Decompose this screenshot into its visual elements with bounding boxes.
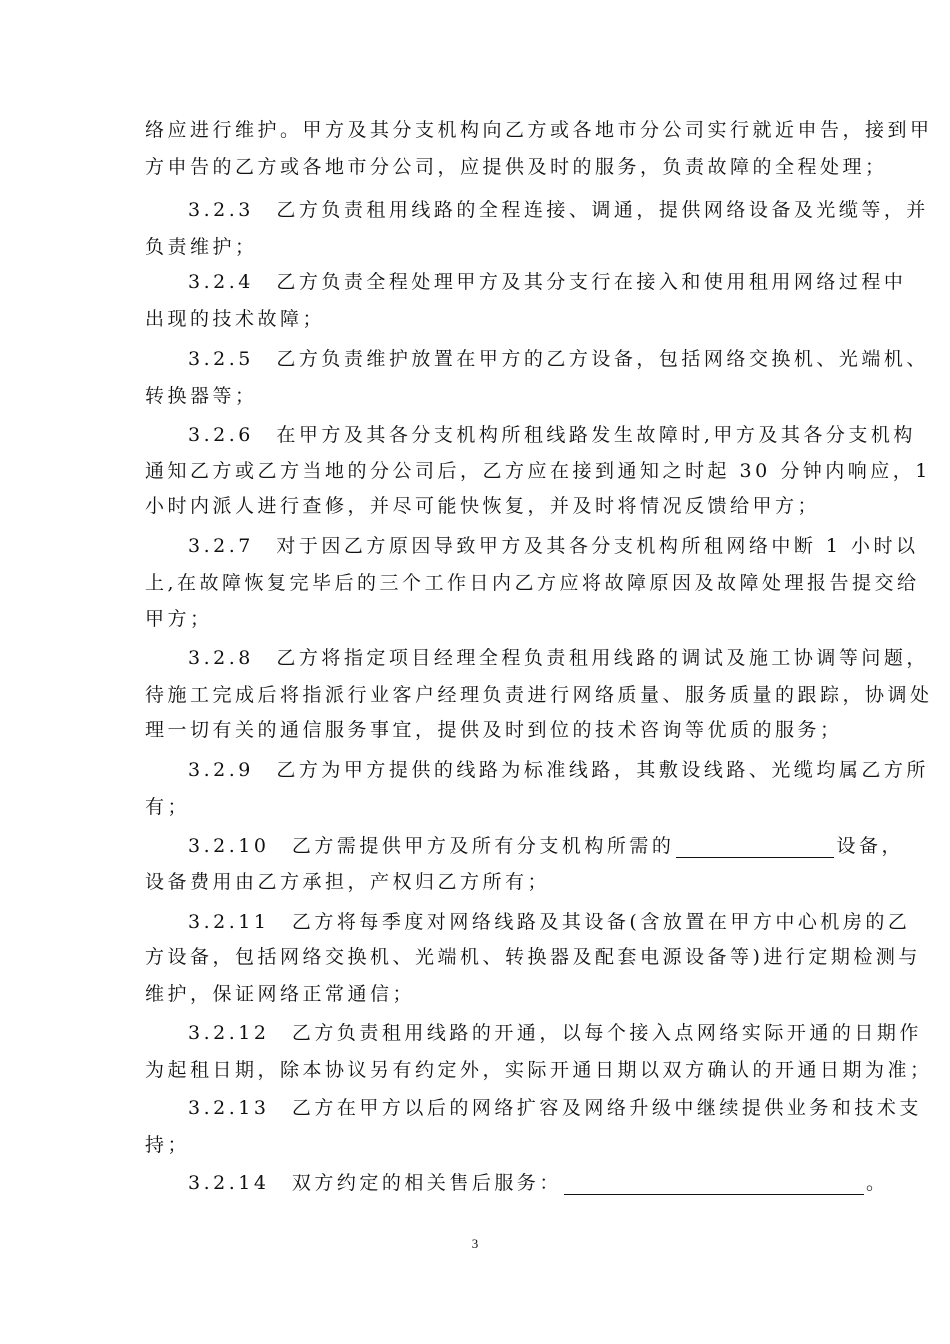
clause-3-2-9: 3.2.9 乙方为甲方提供的线路为标准线路，其敷设线路、光缆均属乙方所 (188, 759, 929, 781)
paragraph-line: 持； (145, 1134, 191, 1156)
clause-text: 。 (865, 1172, 889, 1194)
paragraph-line: 出现的技术故障； (145, 308, 326, 330)
paragraph-line: 上,在故障恢复完毕后的三个工作日内乙方应将故障原因及故障处理报告提交给 (145, 572, 920, 594)
paragraph-line: 设备费用由乙方承担，产权归乙方所有； (145, 871, 551, 893)
paragraph-line: 方申告的乙方或各地市分公司，应提供及时的服务，负责故障的全程处理； (145, 156, 888, 178)
paragraph-line: 络应进行维护。甲方及其分支机构向乙方或各地市分公司实行就近申告，接到甲 (145, 119, 933, 141)
paragraph-line: 为起租日期，除本协议另有约定外，实际开通日期以双方确认的开通日期为准； (145, 1059, 933, 1081)
clause-3-2-13: 3.2.13 乙方在甲方以后的网络扩容及网络升级中继续提供业务和技术支 (188, 1097, 922, 1119)
clause-3-2-12: 3.2.12 乙方负责租用线路的开通，以每个接入点网络实际开通的日期作 (188, 1022, 922, 1044)
page-number: 3 (471, 1236, 479, 1251)
paragraph-line: 转换器等； (145, 385, 258, 407)
clause-3-2-4: 3.2.4 乙方负责全程处理甲方及其分支行在接入和使用租用网络过程中 (188, 271, 907, 293)
paragraph-line: 维护，保证网络正常通信； (145, 983, 416, 1005)
paragraph-line: 甲方； (145, 608, 213, 630)
paragraph-line: 方设备，包括网络交换机、光端机、转换器及配套电源设备等)进行定期检测与 (145, 946, 921, 968)
paragraph-line: 通知乙方或乙方当地的分公司后，乙方应在接到通知之时起 30 分钟内响应，1 (145, 460, 931, 482)
clause-3-2-8: 3.2.8 乙方将指定项目经理全程负责租用线路的调试及施工协调等问题， (188, 647, 929, 669)
paragraph-line: 有； (145, 796, 191, 818)
paragraph-line: 负责维护； (145, 236, 258, 258)
clause-3-2-6: 3.2.6 在甲方及其各分支机构所租线路发生故障时,甲方及其各分支机构 (188, 424, 916, 446)
fill-in-blank[interactable] (564, 1174, 864, 1195)
clause-text: 设备， (836, 835, 904, 857)
clause-3-2-3: 3.2.3 乙方负责租用线路的全程连接、调通，提供网络设备及光缆等，并 (188, 199, 929, 221)
paragraph-line: 待施工完成后将指派行业客户经理负责进行网络质量、服务质量的跟踪，协调处 (145, 684, 933, 706)
fill-in-blank[interactable] (676, 837, 834, 858)
clause-3-2-5: 3.2.5 乙方负责维护放置在甲方的乙方设备，包括网络交换机、光端机、 (188, 348, 929, 370)
paragraph-line: 理一切有关的通信服务事宜，提供及时到位的技术咨询等优质的服务； (145, 719, 843, 741)
clause-text: 3.2.14 双方约定的相关售后服务： (188, 1172, 562, 1194)
clause-3-2-7: 3.2.7 对于因乙方原因导致甲方及其各分支机构所租网络中断 1 小时以 (188, 535, 919, 557)
clause-3-2-10 (188, 834, 904, 858)
paragraph-line: 小时内派人进行查修，并尽可能快恢复，并及时将情况反馈给甲方； (145, 495, 821, 517)
clause-3-2-11: 3.2.11 乙方将每季度对网络线路及其设备(含放置在甲方中心机房的乙 (188, 911, 911, 933)
clause-3-2-14 (188, 1171, 889, 1195)
clause-text: 3.2.10 乙方需提供甲方及所有分支机构所需的 (188, 835, 675, 857)
